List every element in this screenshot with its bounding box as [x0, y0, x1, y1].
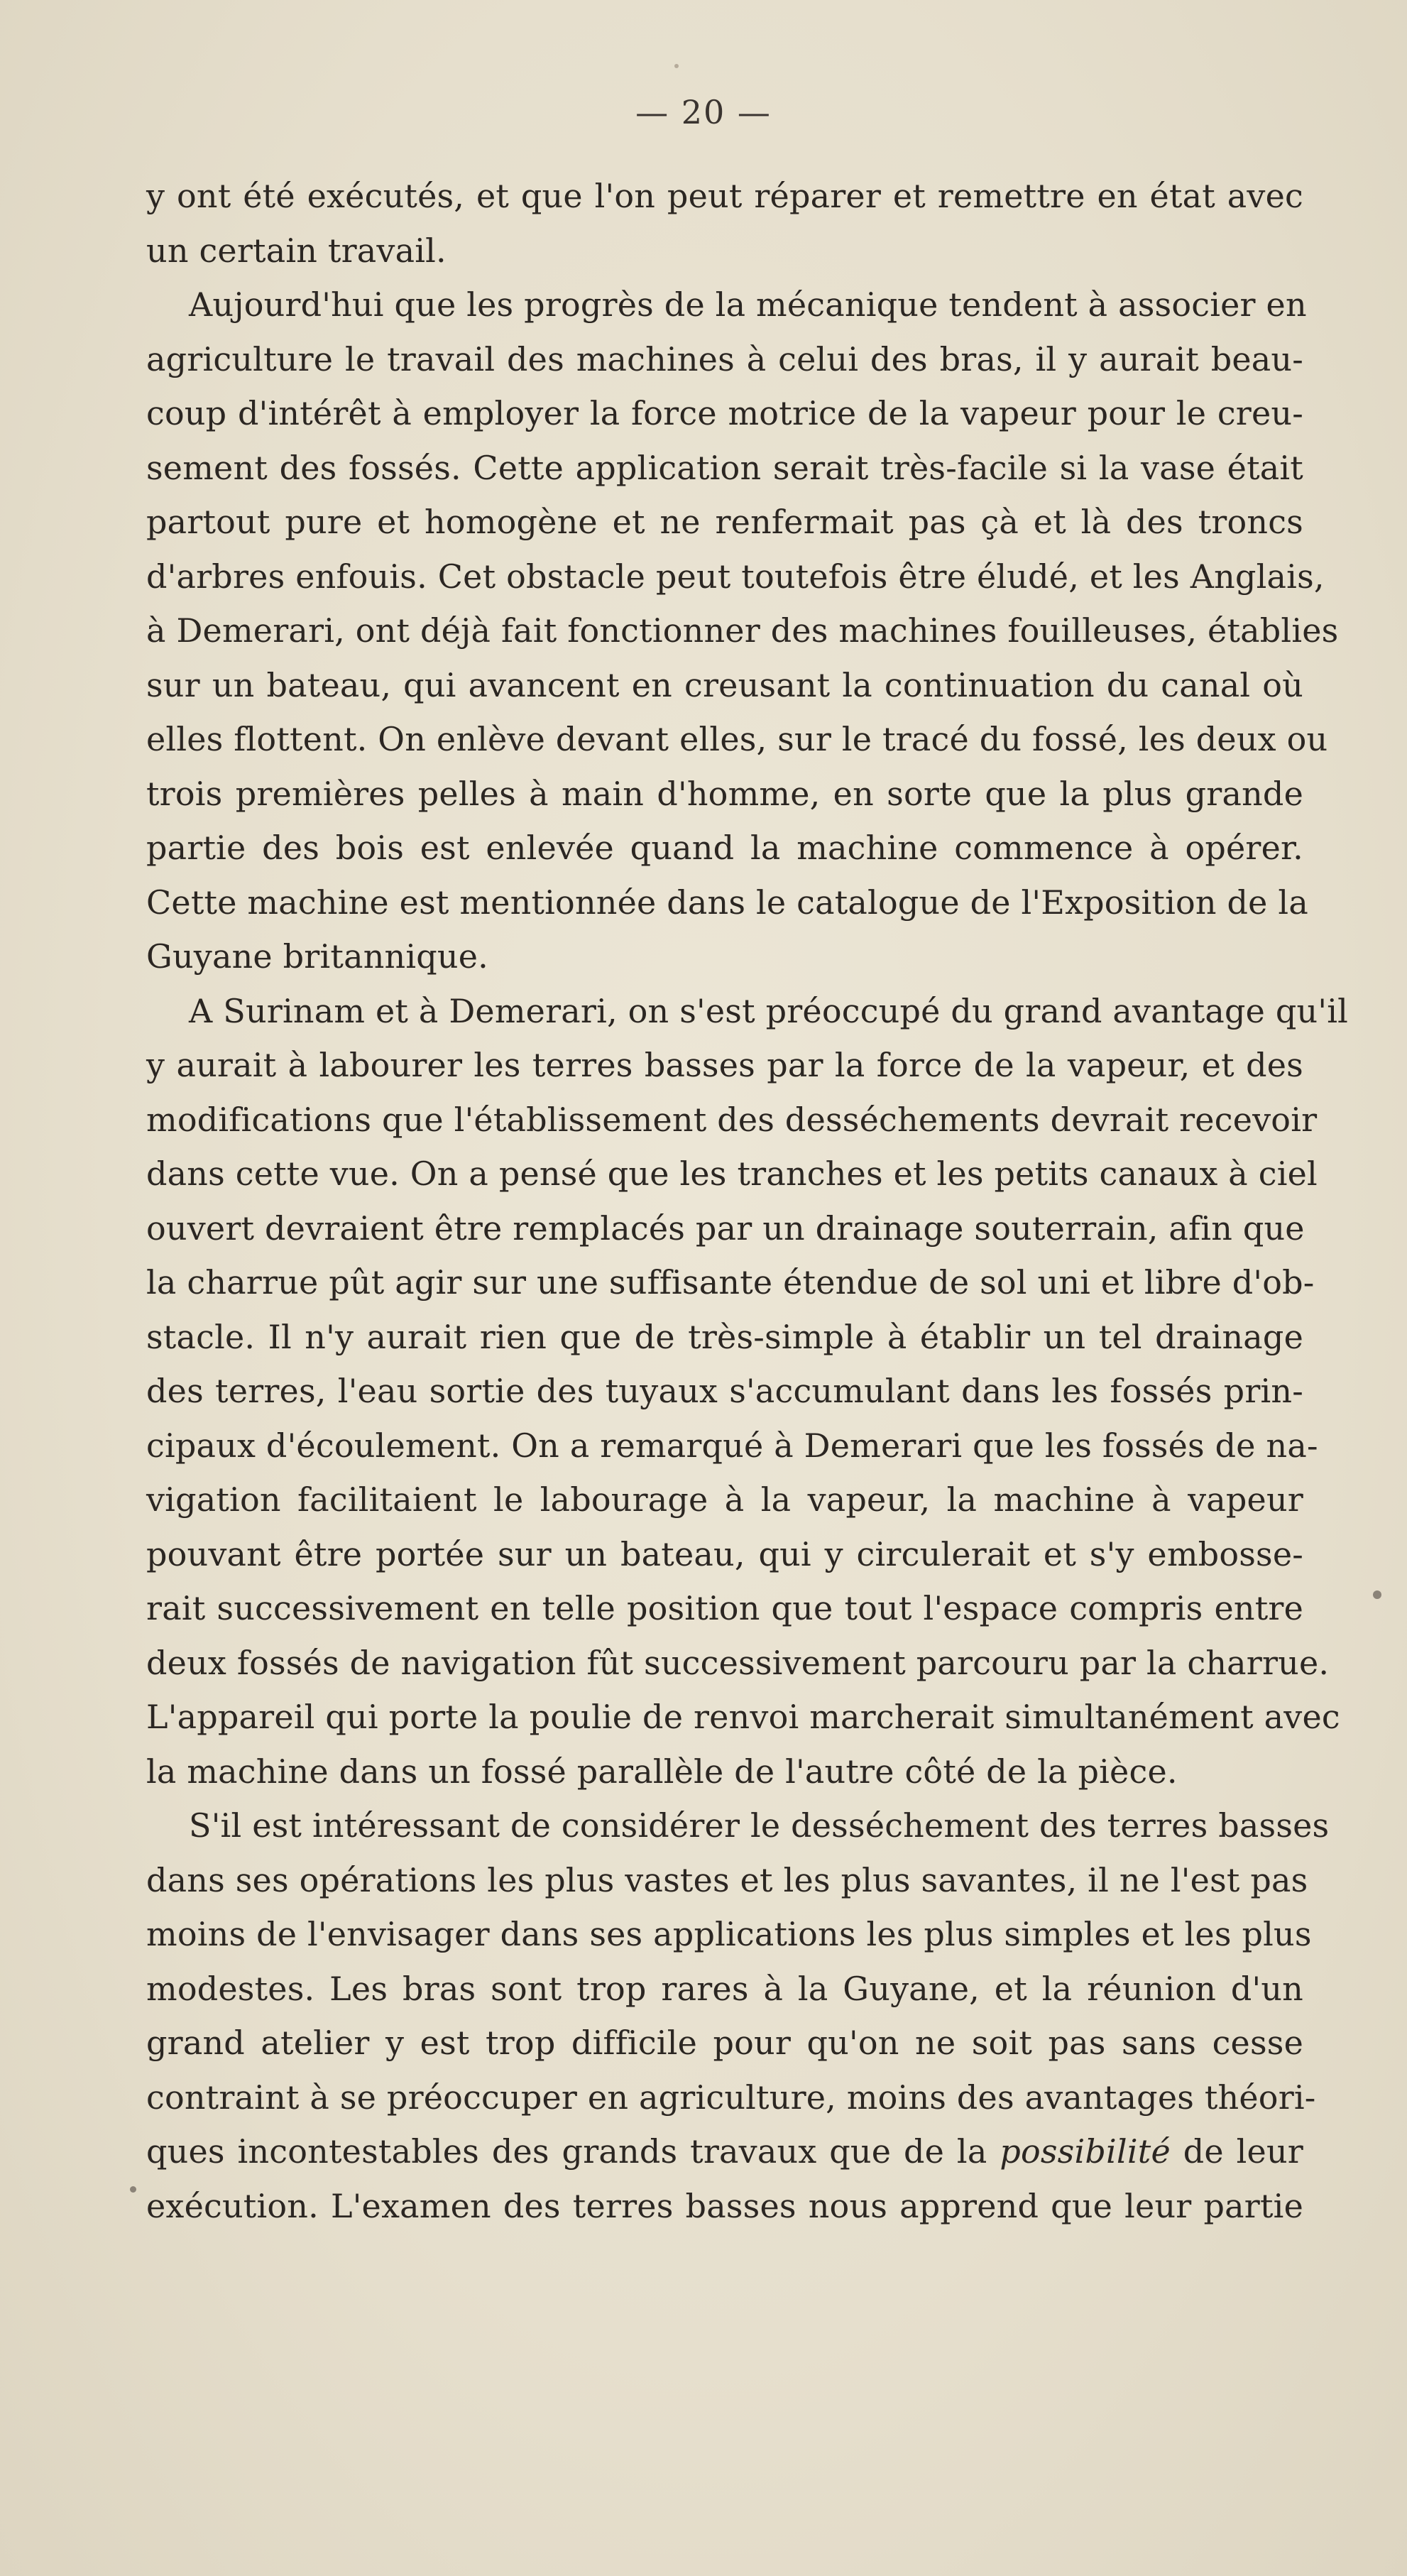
text-line: sur un bateau, qui avancent en creusant la continuation du canal où: [146, 665, 1303, 704]
text-line: grand atelier y est trop difficile pour qu'on ne soit pas sans cesse: [146, 2024, 1303, 2062]
text-line: moins de l'envisager dans ses applications les plus simples et les plus: [146, 1915, 1312, 1953]
text-line: trois premières pelles à main d'homme, en sorte que la plus grande: [146, 774, 1303, 813]
text-line: Cette machine est mentionnée dans le catalogue de l'Exposition de la: [146, 883, 1308, 922]
scan-speck: [1373, 1590, 1381, 1599]
scan-speck: [674, 64, 679, 68]
text-line: dans ses opérations les plus vastes et les plus savantes, il ne l'est pas: [146, 1860, 1308, 1899]
text-line: y ont été exécutés, et que l'on peut réparer et remettre en état avec: [146, 177, 1303, 215]
text-segment: de leur: [1170, 2132, 1303, 2171]
text-line: un certain travail.: [146, 231, 447, 270]
text-line: elles flottent. On enlève devant elles, sur le tracé du fossé, les deux ou: [146, 720, 1328, 758]
text-line: stacle. Il n'y aurait rien que de très-simple à établir un tel drainage: [146, 1317, 1303, 1356]
paragraph-start-line: Aujourd'hui que les progrès de la mécanique tendent à associer en: [189, 285, 1307, 324]
text-line: rait successivement en telle position que tout l'espace compris entre: [146, 1589, 1303, 1627]
text-line: des terres, l'eau sortie des tuyaux s'accumulant dans les fossés prin-: [146, 1372, 1303, 1410]
text-line: dans cette vue. On a pensé que les tranches et les petits canaux à ciel: [146, 1155, 1318, 1193]
text-line: cipaux d'écoulement. On a remarqué à Demerari que les fossés de na-: [146, 1426, 1318, 1465]
text-line: modestes. Les bras sont trop rares à la Guyane, et la réunion d'un: [146, 1969, 1303, 2008]
text-line: exécution. L'examen des terres basses nous apprend que leur partie: [146, 2186, 1303, 2225]
body-text: [146, 169, 1349, 2233]
text-line: sement des fossés. Cette application serait très-facile si la vase était: [146, 448, 1303, 487]
text-line: L'appareil qui porte la poulie de renvoi marcherait simultanément avec: [146, 1698, 1340, 1736]
text-line: partout pure et homogène et ne renfermait pas çà et là des troncs: [146, 503, 1303, 541]
scan-speck: [130, 2186, 136, 2193]
text-line: partie des bois est enlevée quand la machine commence à opérer.: [146, 829, 1303, 867]
paragraph-start-line: A Surinam et à Demerari, on s'est préoccupé du grand avantage qu'il: [189, 991, 1349, 1030]
text-line: coup d'intérêt à employer la force motrice de la vapeur pour le creu-: [146, 394, 1303, 432]
page-number: — 20 —: [635, 93, 772, 131]
emphasized-word: possibilité: [1000, 2132, 1171, 2171]
text-line: Guyane britannique.: [146, 937, 488, 976]
text-segment: ques incontestables des grands travaux que de la: [146, 2132, 1000, 2171]
text-line: modifications que l'établissement des desséchements devrait recevoir: [146, 1100, 1318, 1139]
text-line: à Demerari, ont déjà fait fonctionner des machines fouilleuses, établies: [146, 611, 1339, 650]
text-line: deux fossés de navigation fût successivement parcouru par la charrue.: [146, 1643, 1330, 1682]
text-line: ouvert devraient être remplacés par un drainage souterrain, afin que: [146, 1208, 1305, 1248]
text-line: pouvant être portée sur un bateau, qui y circulerait et s'y embosse-: [146, 1534, 1303, 1573]
text-line: la machine dans un fossé parallèle de l'autre côté de la pièce.: [146, 1752, 1178, 1791]
text-line: y aurait à labourer les terres basses par la force de la vapeur, et des: [146, 1046, 1303, 1084]
text-line: d'arbres enfouis. Cet obstacle peut toutefois être éludé, et les Anglais,: [146, 557, 1325, 596]
text-line: la charrue pût agir sur une suffisante étendue de sol uni et libre d'ob-: [146, 1263, 1315, 1301]
text-line: vigation facilitaient le labourage à la vapeur, la machine à vapeur: [146, 1480, 1303, 1519]
paragraph-start-line: S'il est intéressant de considérer le desséchement des terres basses: [189, 1806, 1330, 1845]
text-line: contraint à se préoccuper en agriculture, moins des avantages théori-: [146, 2078, 1316, 2117]
text-line-with-emphasis: [146, 2124, 1303, 2179]
text-line: agriculture le travail des machines à celui des bras, il y aurait beau-: [146, 339, 1303, 378]
